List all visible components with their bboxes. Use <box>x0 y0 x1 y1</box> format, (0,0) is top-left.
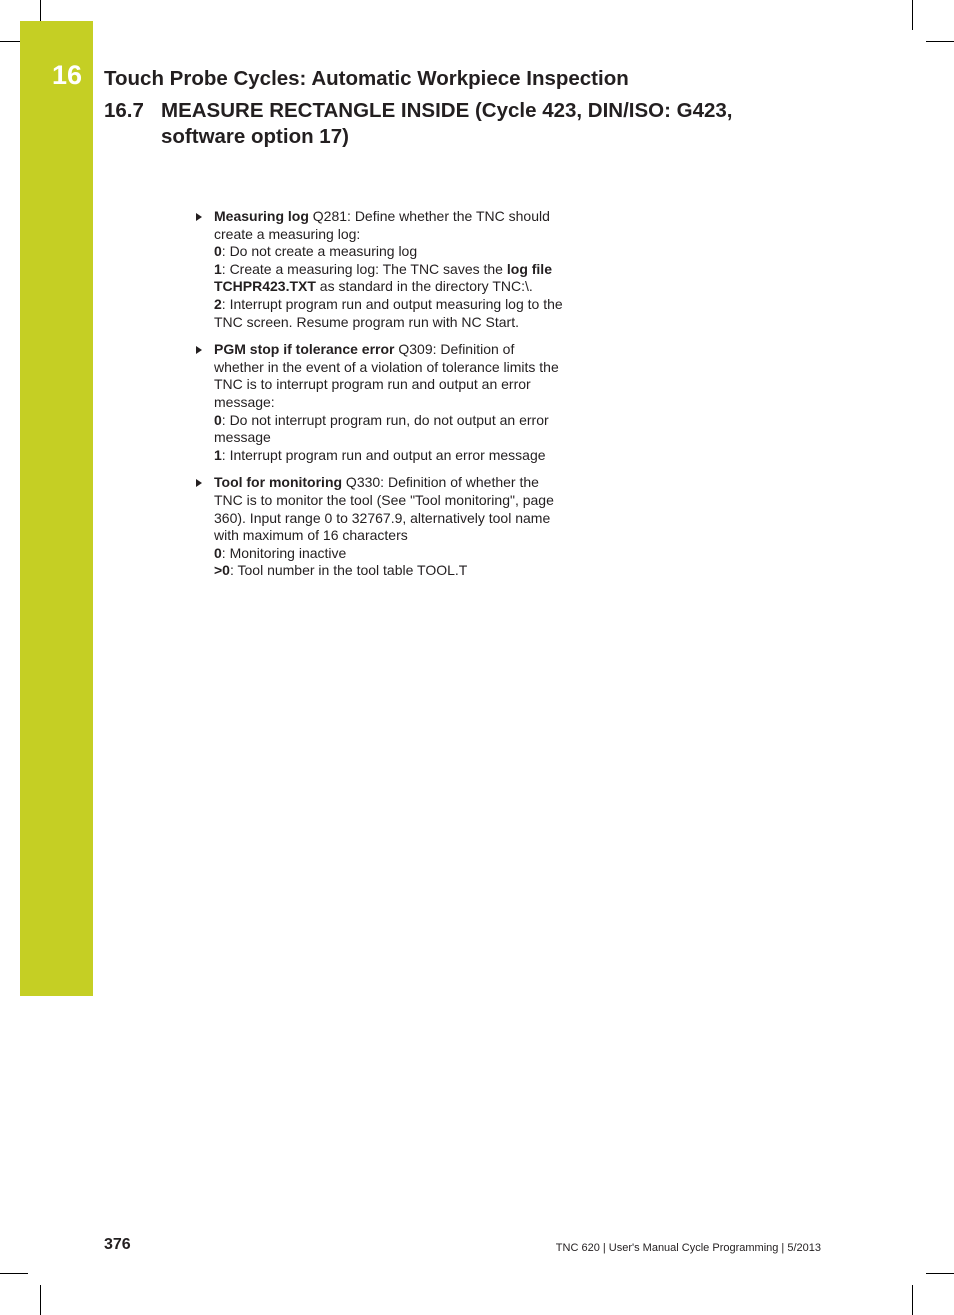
item-intro: Tool for monitoring Q330: Definition of whether the TNC is to monitor the tool (See "Tool monitoring", page 360). Input range 0 to 32767.9, alternatively tool name with maximum of 16 characters <box>214 474 554 544</box>
crop-mark <box>912 1285 913 1315</box>
chapter-tab <box>20 21 93 996</box>
item-option: 1: Interrupt program run and output an error message <box>214 446 546 463</box>
list-item <box>192 208 564 331</box>
chapter-title: Touch Probe Cycles: Automatic Workpiece Inspection <box>104 67 629 90</box>
item-option: 2: Interrupt program run and output measuring log to the TNC screen. Resume program run with NC Start. <box>214 295 563 330</box>
crop-mark <box>40 1285 41 1315</box>
triangle-bullet-icon <box>196 479 202 487</box>
page-number: 376 <box>104 1236 131 1253</box>
item-intro: Measuring log Q281: Define whether the TNC should create a measuring log: <box>214 208 550 242</box>
item-option: 0: Monitoring inactive <box>214 544 347 561</box>
triangle-bullet-icon <box>196 213 202 221</box>
triangle-bullet-icon <box>196 346 202 354</box>
crop-mark <box>912 0 913 30</box>
section-title-line1: MEASURE RECTANGLE INSIDE (Cycle 423, DIN/ISO: G423, <box>161 99 733 122</box>
item-option: 0: Do not create a measuring log <box>214 243 418 260</box>
crop-mark <box>926 1273 954 1274</box>
section-title-line2: software option 17) <box>161 125 349 148</box>
item-option: >0: Tool number in the tool table TOOL.T <box>214 562 468 579</box>
parameter-list <box>192 208 564 590</box>
crop-mark <box>0 1273 28 1274</box>
item-label: PGM stop if tolerance error <box>214 341 395 358</box>
item-option: 1: Create a measuring log: The TNC saves the log file TCHPR423.TXT as standard in the directory TNC:\. <box>214 260 552 295</box>
item-option: 0: Do not interrupt program run, do not output an error message <box>214 411 549 446</box>
item-intro: PGM stop if tolerance error Q309: Definition of whether in the event of a violation of tolerance limits the TNC is to interrupt program run and output an error message: <box>214 341 559 410</box>
list-item <box>192 341 564 464</box>
crop-mark <box>926 41 954 42</box>
item-label: Tool for monitoring <box>214 474 343 491</box>
chapter-number: 16 <box>52 60 83 90</box>
crop-mark <box>0 41 22 42</box>
footer-text: TNC 620 | User's Manual Cycle Programming | 5/2013 <box>555 1242 821 1254</box>
item-label: Measuring log <box>214 208 309 224</box>
section-number: 16.7 <box>104 99 144 122</box>
section-title <box>104 98 732 150</box>
list-item <box>192 474 564 580</box>
crop-mark <box>40 0 41 22</box>
